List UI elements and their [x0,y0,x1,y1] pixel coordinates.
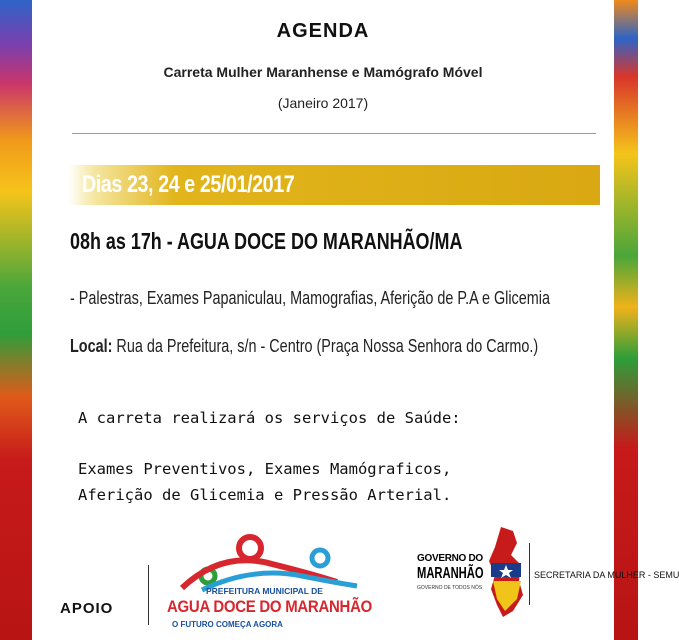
location-label: Local: [70,336,113,356]
prefeitura-name: AGUA DOCE DO MARANHÃO [167,597,373,616]
governo-logo [417,525,679,630]
hours-place: 08h as 17h - AGUA DOCE DO MARANHÃO/MA [70,228,463,254]
prefeitura-logo [162,530,372,635]
divider [72,133,596,134]
footer-divider [148,565,149,625]
page-subtitle: Carreta Mulher Maranhense e Mamógrafo Móvel [163,64,483,80]
maranhao-map-icon [483,525,527,620]
prefeitura-title: PREFEITURA MUNICIPAL DE [206,586,323,596]
gov-divider [529,543,530,605]
gov-line2: MARANHÃO [417,565,484,582]
page-title: AGENDA [276,20,370,42]
left-rainbow-border [0,0,32,640]
services-line-2: Aferição de Glicemia e Pressão Arterial. [78,486,452,504]
services-intro: A carreta realizará os serviços de Saúde: [78,409,461,427]
secretaria-name: SECRETARIA DA MULHER - SEMU [534,570,679,580]
gov-line1: GOVERNO DO [417,553,483,564]
agenda-sheet [32,0,679,640]
prefeitura-emblem-icon [162,530,372,590]
dates-banner [68,165,600,205]
activities-line: - Palestras, Exames Papaniculau, Mamografias, Aferição de P.A e Glicemia [70,288,550,308]
gov-line3: GOVERNO DE TODOS NÓS [417,585,483,591]
dates-text: Dias 23, 24 e 25/01/2017 [82,171,295,198]
location-line [70,336,538,357]
location-value: Rua da Prefeitura, s/n - Centro (Praça Nossa Senhora do Carmo.) [112,336,539,356]
prefeitura-slogan: O FUTURO COMEÇA AGORA [172,620,283,629]
services-line-1: Exames Preventivos, Exames Mamógraficos, [78,460,452,478]
apoio-label: APOIO [60,600,114,617]
period-label: (Janeiro 2017) [277,95,369,111]
